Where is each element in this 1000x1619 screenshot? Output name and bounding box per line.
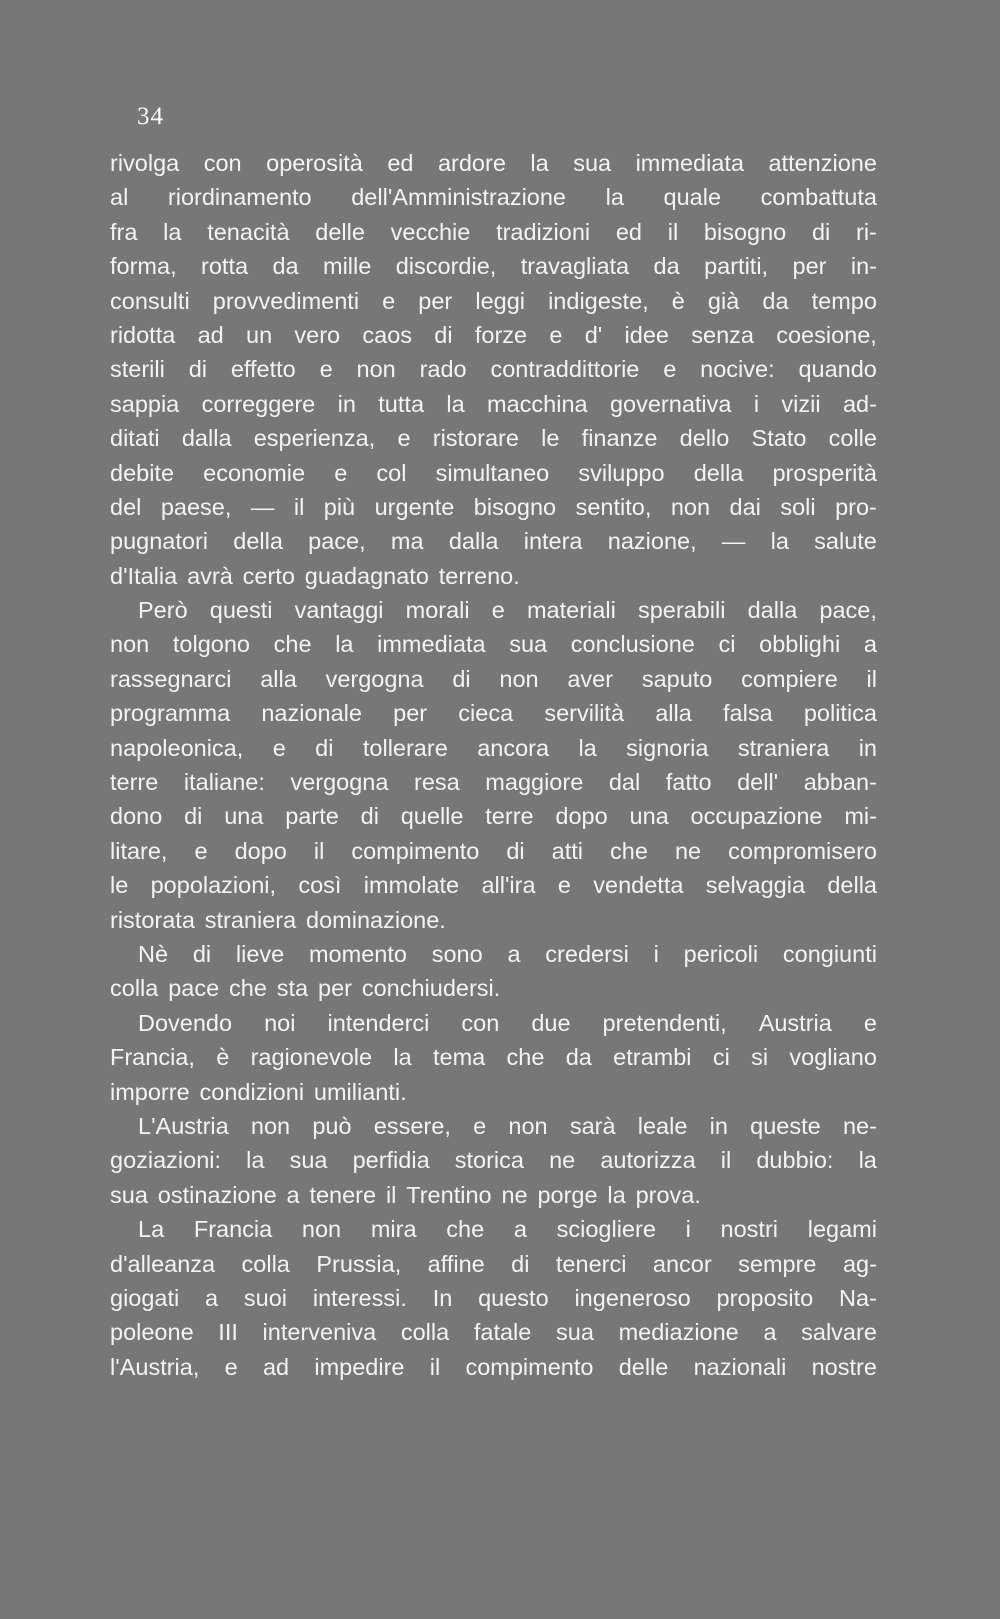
text-line: sterili di effetto e non rado contraddittorie e nocive: quando	[110, 356, 877, 383]
text-line: pugnatori della pace, ma dalla intera nazione, — la salute	[110, 528, 877, 555]
text-line: al riordinamento dell'Amministrazione la quale combattuta	[110, 184, 877, 211]
text-line: La Francia non mira che a sciogliere i nostri legami	[138, 1216, 877, 1243]
text-line: le popolazioni, così immolate all'ira e vendetta selvaggia della	[110, 872, 877, 899]
text-line: rivolga con operosità ed ardore la sua immediata attenzione	[110, 150, 877, 176]
text-line: Dovendo noi intenderci con due pretendenti, Austria e	[138, 1009, 877, 1036]
text-line: del paese, — il più urgente bisogno sentito, non dai soli pro-	[110, 493, 877, 520]
text-line: ridotta ad un vero caos di forze e d' idee senza coesione,	[110, 321, 877, 348]
text-line: debite economie e col simultaneo sviluppo della prosperità	[110, 459, 877, 486]
text-line: d'alleanza colla Prussia, affine di tenerci ancor sempre ag-	[110, 1250, 877, 1277]
text-line: ristorata straniera dominazione.	[110, 906, 446, 933]
text-line: ditati dalla esperienza, e ristorare le finanze dello Stato colle	[110, 425, 877, 452]
text-line: imporre condizioni umilianti.	[110, 1078, 407, 1105]
text-line: rassegnarci alla vergogna di non aver saputo compiere il	[110, 665, 877, 692]
text-line: forma, rotta da mille discordie, travagliata da partiti, per in-	[110, 253, 877, 280]
page-number: 34	[137, 103, 164, 130]
text-line: litare, e dopo il compimento di atti che ne compromisero	[110, 837, 877, 864]
text-line: programma nazionale per cieca servilità alla falsa politica	[110, 700, 877, 727]
text-line: sappia correggere in tutta la macchina governativa i vizii ad-	[110, 390, 877, 417]
text-line: l'Austria, e ad impedire il compimento delle nazionali nostre	[110, 1353, 877, 1380]
body-text	[110, 146, 877, 1384]
text-line: poleone III interveniva colla fatale sua mediazione a salvare	[110, 1319, 877, 1346]
text-line: Nè di lieve momento sono a credersi i pericoli congiunti	[138, 940, 877, 967]
text-line: d'Italia avrà certo guadagnato terreno.	[110, 562, 520, 589]
text-line: sua ostinazione a tenere il Trentino ne porge la prova.	[110, 1181, 701, 1208]
text-line: dono di una parte di quelle terre dopo una occupazione mi-	[110, 803, 877, 830]
text-line: goziazioni: la sua perfidia storica ne autorizza il dubbio: la	[110, 1147, 877, 1174]
text-line: L'Austria non può essere, e non sarà leale in queste ne-	[138, 1112, 877, 1139]
text-line: Però questi vantaggi morali e materiali sperabili dalla pace,	[138, 597, 877, 624]
text-line: Francia, è ragionevole la tema che da etrambi ci si vogliano	[110, 1044, 877, 1071]
text-line: giogati a suoi interessi. In questo ingeneroso proposito Na-	[110, 1284, 877, 1311]
text-line: colla pace che sta per conchiudersi.	[110, 975, 501, 1002]
text-line: terre italiane: vergogna resa maggiore dal fatto dell' abban-	[110, 769, 877, 796]
text-line: consulti provvedimenti e per leggi indigeste, è già da tempo	[110, 287, 877, 314]
text-line: napoleonica, e di tollerare ancora la signoria straniera in	[110, 734, 877, 761]
text-line: fra la tenacità delle vecchie tradizioni ed il bisogno di ri-	[110, 218, 877, 245]
text-line: non tolgono che la immediata sua conclusione ci obblighi a	[110, 631, 877, 658]
